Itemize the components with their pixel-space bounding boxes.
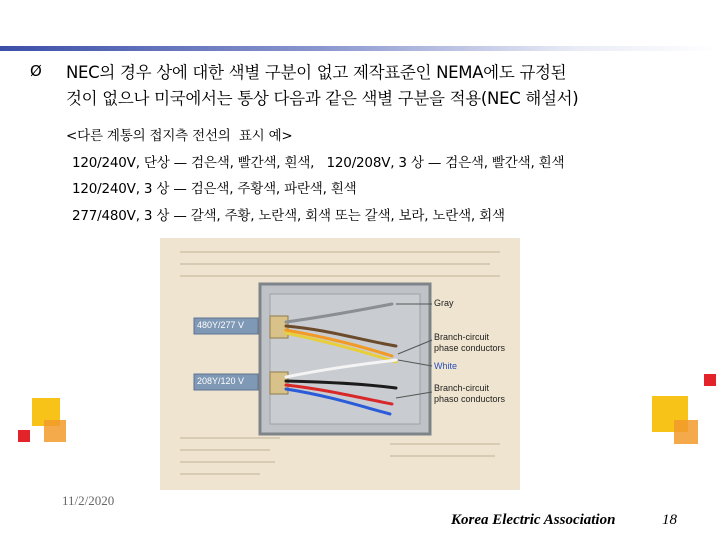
label-branch-circuit-1: [434, 332, 505, 354]
label-branch-circuit-2-line1: Branch-circuit: [434, 383, 490, 393]
tag-208y-120v: 208Y/120 V: [197, 376, 245, 386]
top-rule: [0, 46, 720, 51]
footer-organization: Korea Electric Association: [451, 512, 616, 528]
subheading: <다른 계통의 접지측 전선의 표시 예>: [66, 128, 293, 144]
label-branch-circuit-1-line1: Branch-circuit: [434, 332, 490, 342]
deco-square-right-red: [704, 374, 716, 386]
tag-480y-277v: 480Y/277 V: [197, 320, 245, 330]
footer-date: 11/2/2020: [62, 493, 115, 508]
page-number: 18: [662, 512, 677, 528]
label-branch-circuit-2: [434, 383, 505, 405]
deco-square-right-orange: [674, 420, 698, 444]
deco-square-left-orange: [44, 420, 66, 442]
label-gray: Gray: [434, 298, 454, 308]
label-white: White: [434, 361, 458, 371]
label-branch-circuit-1-line2: phase conductors: [434, 343, 506, 353]
main-paragraph: [66, 60, 578, 112]
color-row-2: 120/240V, 3 상 — 검은색, 주황색, 파란색, 흰색: [72, 181, 357, 197]
paragraph-line-2: 것이 없으나 미국에서는 통상 다음과 같은 색별 구분을 적용(NEC 해설서): [66, 89, 579, 108]
paragraph-line-1: NEC의 경우 상에 대한 색별 구분이 없고 제작표준인 NEMA에도 규정된: [66, 63, 567, 82]
bullet-arrow-icon: Ø: [30, 62, 42, 80]
junction-box-photo: [160, 238, 520, 490]
deco-square-left-red: [18, 430, 30, 442]
color-row-3: 277/480V, 3 상 — 갈색, 주황, 노란색, 회색 또는 갈색, 보라, 노란색, 회색: [72, 208, 505, 224]
color-row-1: 120/240V, 단상 — 검은색, 빨간색, 흰색, 120/208V, 3 상 — 검은색, 빨간색, 흰색: [72, 155, 565, 171]
label-branch-circuit-2-line2: phaso conductors: [434, 394, 506, 404]
